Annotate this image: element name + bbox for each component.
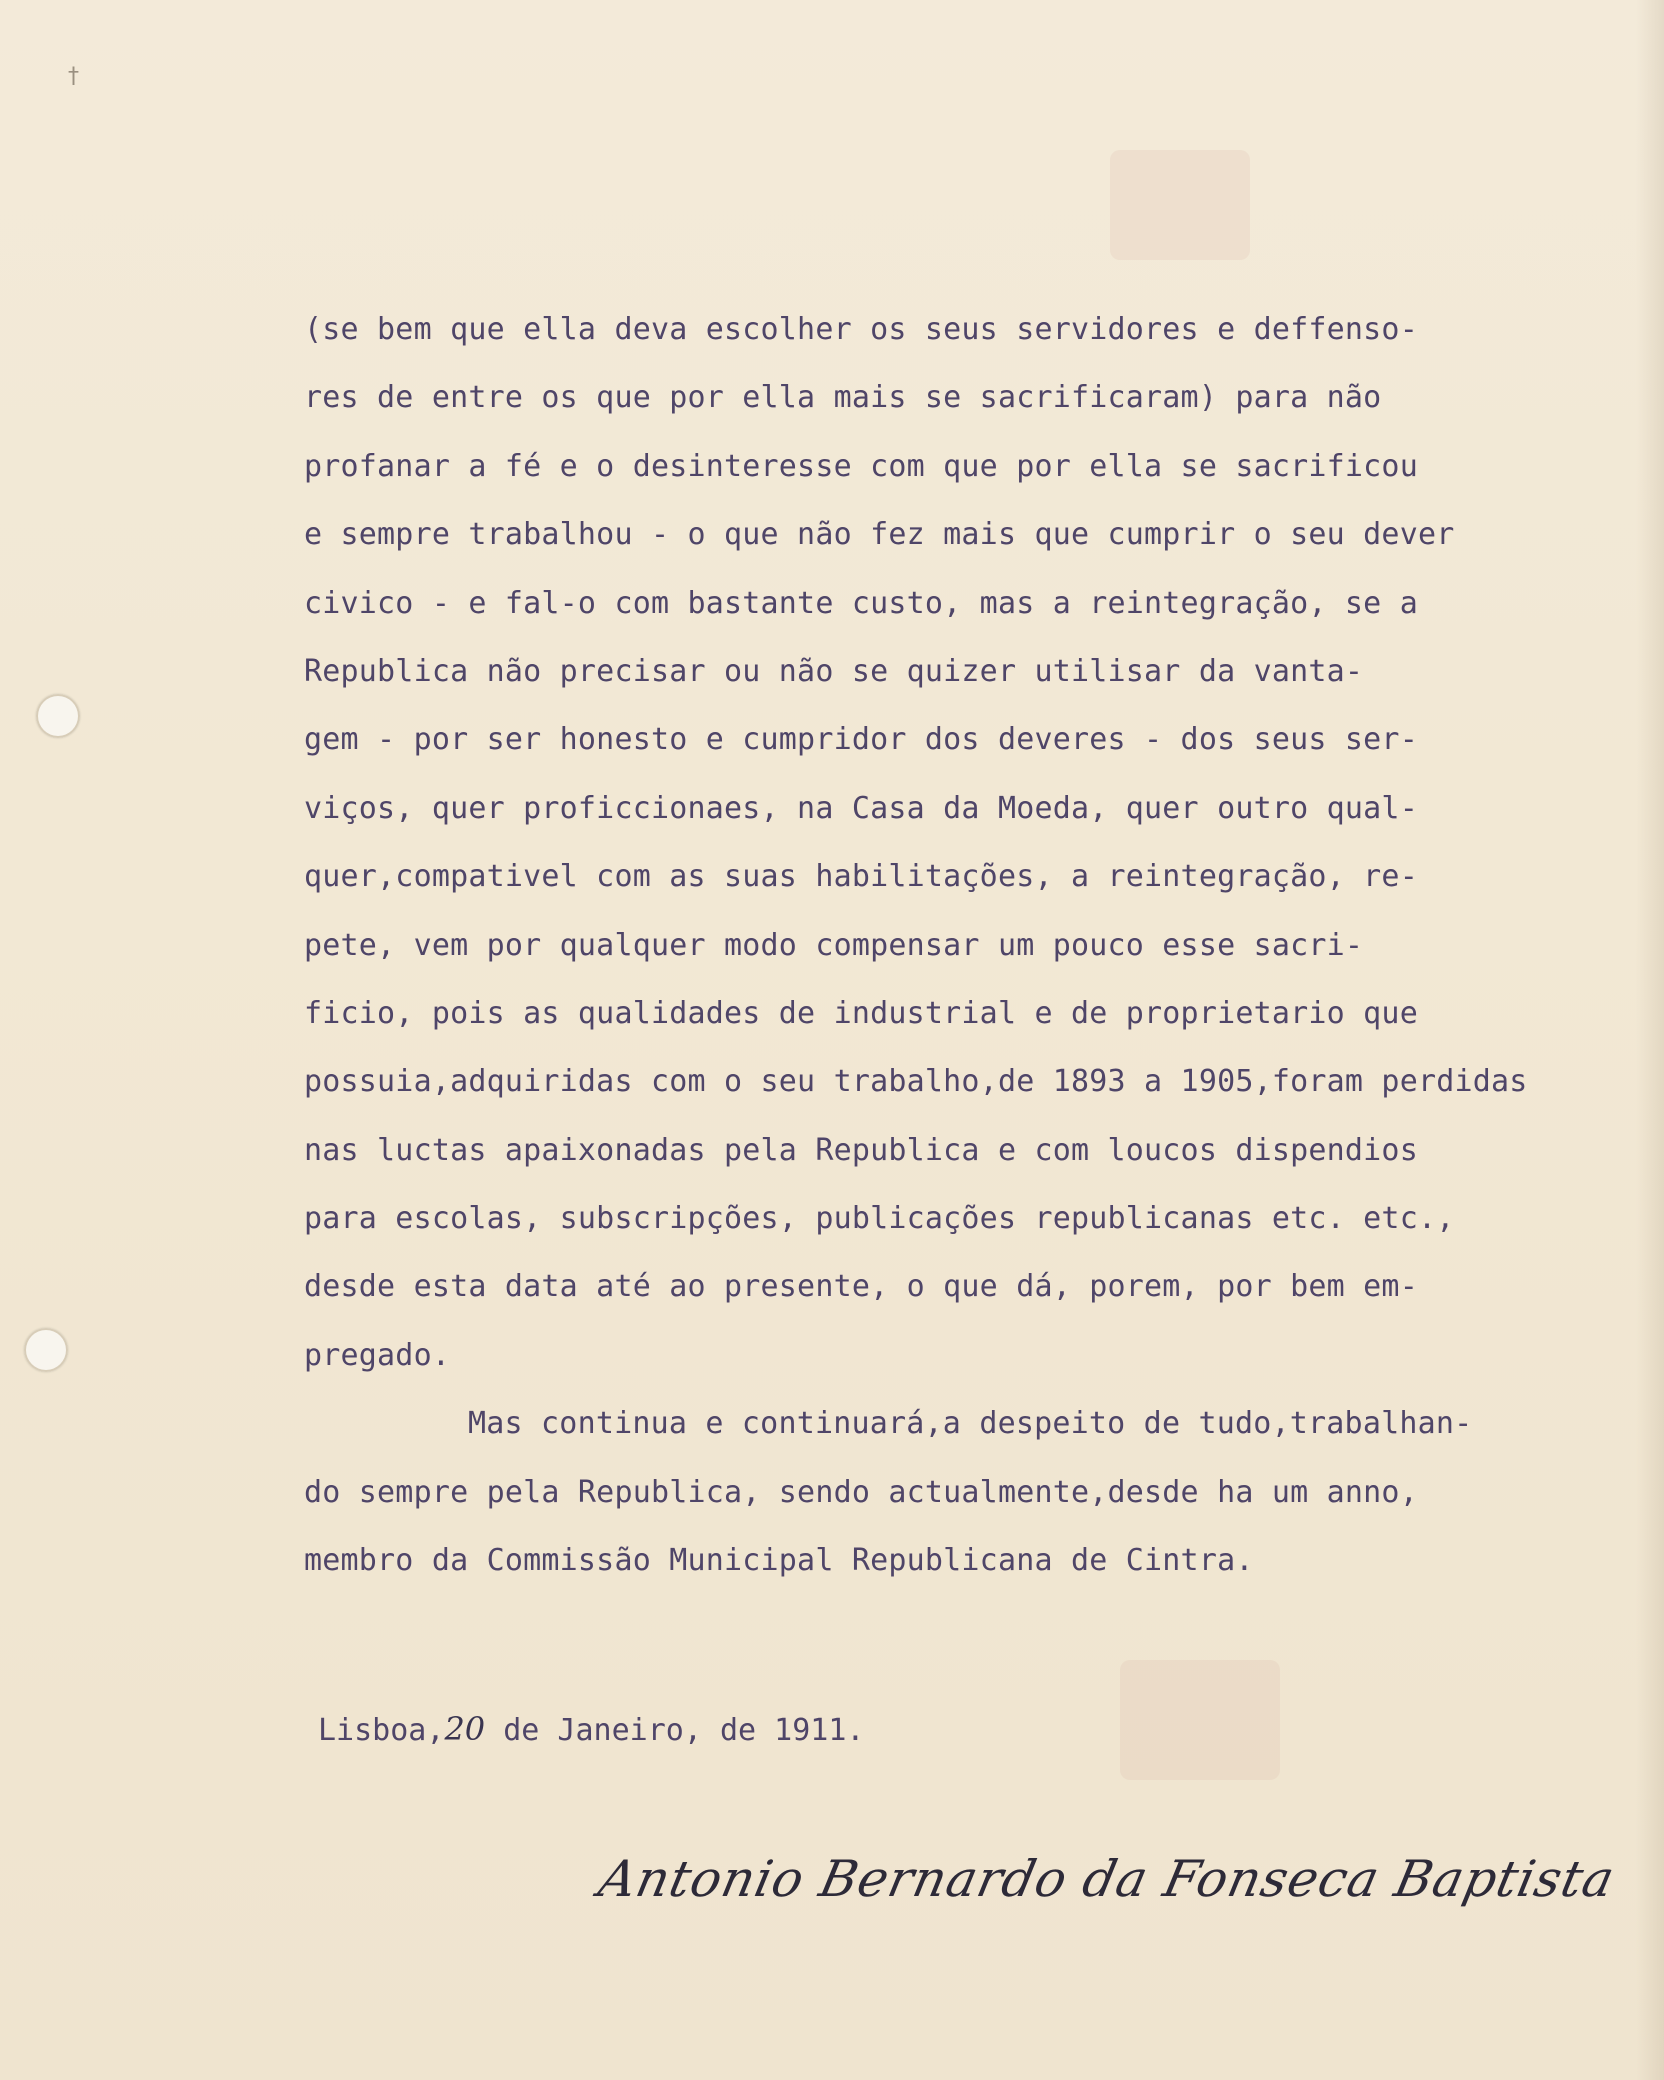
text-line: Republica não precisar ou não se quizer utilisar da vanta- bbox=[304, 653, 1364, 689]
text-line: gem - por ser honesto e cumpridor dos deveres - dos seus ser- bbox=[304, 722, 1418, 758]
text-line: Mas continua e continuará,a despeito de tudo,trabalhan- bbox=[468, 1406, 1473, 1442]
text-line: pregado. bbox=[304, 1337, 451, 1373]
text-line: quer,compativel com as suas habilitações, a reintegração, re- bbox=[304, 859, 1418, 895]
signature-text: Antonio Bernardo da Fonseca Baptista bbox=[593, 1850, 1621, 1908]
date-place: Lisboa, bbox=[318, 1713, 445, 1748]
punch-hole-icon bbox=[36, 694, 80, 738]
text-line: res de entre os que por ella mais se sacrificaram) para não bbox=[304, 380, 1382, 416]
signature bbox=[593, 1840, 1640, 1950]
text-line: membro da Commissão Municipal Republicana de Cintra. bbox=[304, 1543, 1254, 1579]
text-line: civico - e fal-o com bastante custo, mas a reintegração, se a bbox=[304, 585, 1418, 621]
letter-body bbox=[304, 296, 1664, 1595]
text-line: possuia,adquiridas com o seu trabalho,de 1893 a 1905,foram perdidas bbox=[304, 1064, 1528, 1100]
text-line: desde esta data até ao presente, o que dá, porem, por bem em- bbox=[304, 1269, 1418, 1305]
text-line: ficio, pois as qualidades de industrial e de proprietario que bbox=[304, 995, 1418, 1031]
date-day-handwritten: 20 bbox=[444, 1710, 486, 1748]
text-line: profanar a fé e o desinteresse com que por ella se sacrificou bbox=[304, 448, 1418, 484]
text-line: para escolas, subscripções, publicações republicanas etc. etc., bbox=[304, 1201, 1455, 1237]
text-line: nas luctas apaixonadas pela Republica e com loucos dispendios bbox=[304, 1132, 1418, 1168]
punch-hole-icon bbox=[24, 1328, 68, 1372]
date-line bbox=[318, 1710, 864, 1748]
paper-stain bbox=[1120, 1660, 1280, 1780]
text-line: e sempre trabalhou - o que não fez mais que cumprir o seu dever bbox=[304, 517, 1455, 553]
text-line: pete, vem por qualquer modo compensar um pouco esse sacri- bbox=[304, 927, 1364, 963]
paper-stain bbox=[1110, 150, 1250, 260]
text-line: (se bem que ella deva escolher os seus servidores e deffenso- bbox=[304, 312, 1418, 347]
text-line: do sempre pela Republica, sendo actualmente,desde ha um anno, bbox=[304, 1474, 1418, 1510]
date-rest: de Janeiro, de 1911. bbox=[485, 1713, 865, 1748]
corner-mark: † bbox=[68, 64, 79, 89]
text-line: viços, quer proficcionaes, na Casa da Moeda, quer outro qual- bbox=[304, 790, 1418, 826]
